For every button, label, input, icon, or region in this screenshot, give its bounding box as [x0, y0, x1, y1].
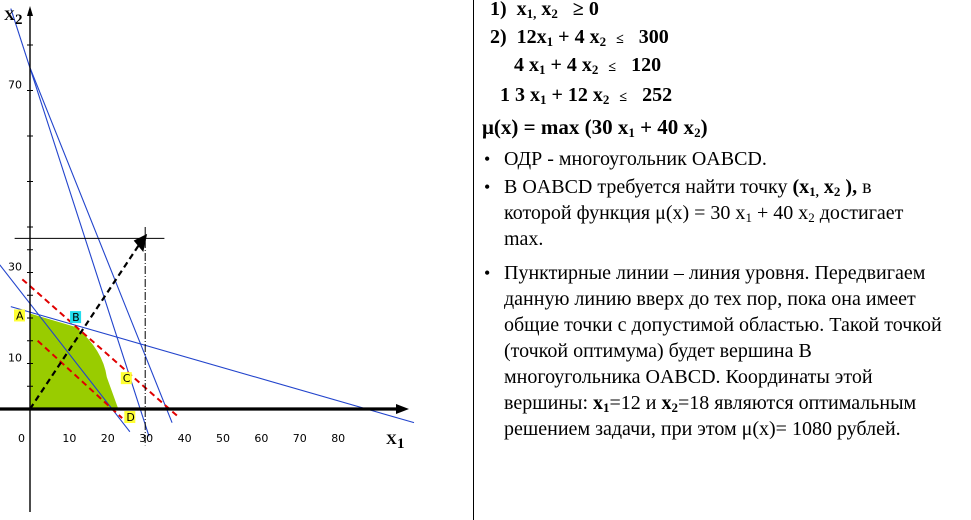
y-tick-label: 70 — [8, 78, 22, 92]
bullet-1: • ОДР - многоугольник OABCD. — [504, 146, 944, 172]
y-axis-title: X — [4, 8, 15, 24]
constraint-2: 2) $12x_1 + 4$ $x_2$ ≤ 300 — [490, 26, 669, 49]
objective-function: μ(x) = max (30 $x_1 + 40$ $x_2$) — [482, 115, 708, 140]
y-tick-label: 10 — [8, 351, 22, 365]
vertex-label-c: C — [122, 372, 131, 386]
vertex-label-b: B — [72, 311, 80, 325]
vertex-label-a: A — [16, 309, 24, 323]
x-axis-title-sub: 1 — [397, 436, 405, 452]
y-axis-arrow — [27, 6, 33, 16]
x-tick-label: 80 — [331, 432, 346, 445]
y-axis-title-sub: 2 — [15, 12, 23, 28]
x-tick-label: 40 — [177, 432, 192, 445]
x-tick-label: 30 — [139, 432, 154, 445]
constraint-3: 4 $x_1 + 4$ $x_2$ ≤ 120 — [514, 54, 662, 77]
x-tick-label: 70 — [292, 432, 307, 445]
x-axis-arrow — [396, 404, 409, 414]
constraint-1: 1) $x_{1,}$ $x_2$ ≥ 0 — [490, 0, 599, 21]
x-tick-label: 50 — [216, 432, 230, 445]
x-axis-title: X — [386, 432, 397, 448]
x-tick-label: 60 — [254, 432, 269, 445]
bullet-3: • Пунктирные линии – линия уровня. Передвигаем данную линию вверх до тех пор, пока она имеет общие точки с допустимой областью. Такой точкой (точкой оптимума) будет вершина B многоугольника OABCD. Координаты этой вершины: $x_1=12$ и $x_2=18$ являются оптимальным решением задачи, при этом μ(x)= 1080 рублей. — [504, 260, 944, 442]
divider-line — [473, 0, 474, 520]
feasible-region — [30, 313, 118, 409]
x-tick-label: 0 — [18, 432, 25, 445]
x-tick-label: 10 — [62, 432, 77, 445]
graph — [0, 0, 470, 520]
vertex-label-d: D — [126, 411, 135, 424]
y-tick-label: 30 — [8, 260, 22, 274]
x-tick-label: 20 — [100, 432, 115, 445]
bullet-2: • В OABCD требуется найти точку ($x_{1,}$ $x_2$ ), в которой функция μ(x) = 30 $x_1 + 40$ $x_2$ достигает max. — [504, 174, 944, 252]
constraint-4: 1 3 $x_1 + 12$ $x_2$ ≤ 252 — [500, 84, 673, 107]
